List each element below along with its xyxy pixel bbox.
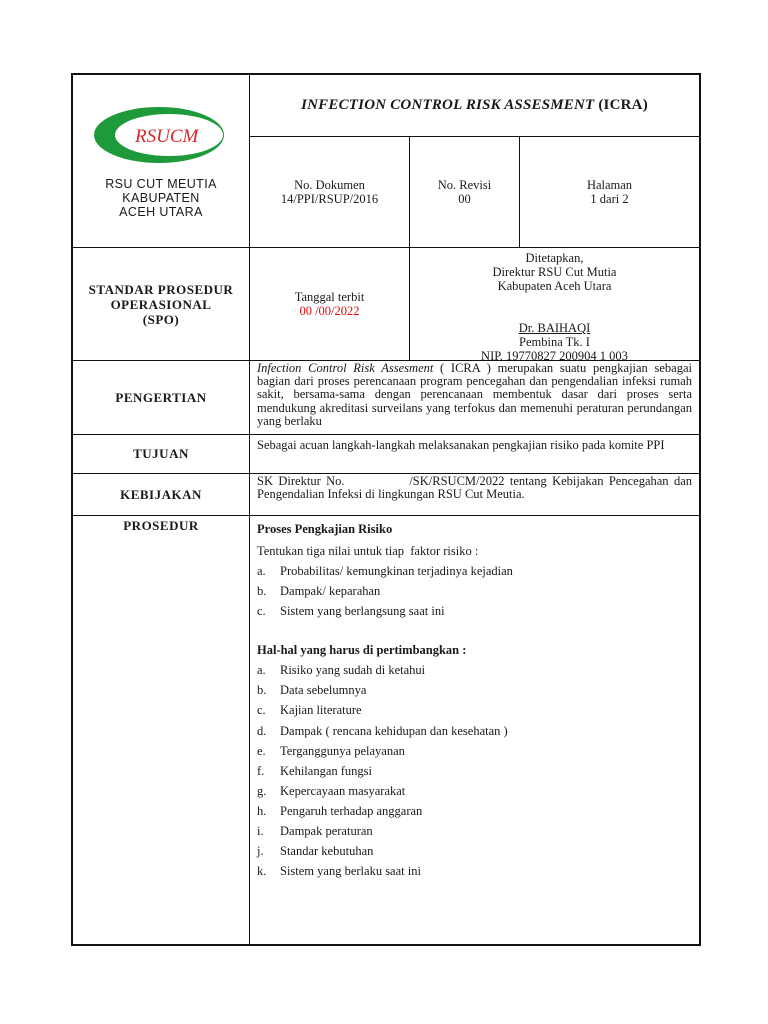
approval-line: Direktur RSU Cut Mutia (492, 265, 617, 279)
list-item-text: Pengaruh terhadap anggaran (280, 803, 423, 818)
approval-line: Ditetapkan, (525, 251, 584, 265)
pengertian-body: ( ICRA ) merupakan suatu pengkajian sebagai bagian dari proses perencanaan program pencegahan dan pengendalian infeksi rumah sakit, bersama-sama dengan perencanaan membentuk dasar dari proses serta mendukung akreditasi surveilans yang terfokus dan memenuhi peraturan perundangan yang berlaku (257, 361, 692, 428)
document-number-value: 14/PPI/RSUP/2016 (280, 192, 379, 206)
revision-cell (410, 137, 519, 247)
list-marker: d. (257, 723, 267, 738)
list-item (257, 724, 687, 740)
revision-label: No. Revisi (437, 178, 492, 192)
list-item (257, 683, 687, 699)
list-marker: a. (257, 564, 266, 578)
hospital-name-line: RSU CUT MEUTIA (105, 177, 217, 191)
spo-label-line: (SPO) (142, 311, 180, 327)
logo-text: RSUCM (135, 126, 199, 147)
title-text: INFECTION CONTROL RISK ASSESMENT (301, 97, 595, 113)
prosedur-heading: Proses Pengkajian Risiko (257, 522, 393, 536)
list-marker: j. (257, 844, 264, 859)
list-item-text: Probabilitas/ kemungkinan terjadinya kejadian (280, 564, 513, 578)
list-item-text: Dampak peraturan (280, 824, 373, 839)
list-item (257, 824, 687, 840)
list-item (257, 703, 687, 719)
list-item-text: Sistem yang berlaku saat ini (280, 864, 421, 879)
list-item-text: Kehilangan fungsi (280, 763, 372, 778)
list-item (257, 844, 687, 860)
list-marker: k. (257, 864, 267, 879)
document-number-label: No. Dokumen (294, 178, 365, 192)
list-item (257, 864, 687, 880)
list-item-text: Kajian literature (280, 703, 362, 718)
pengertian-label: PENGERTIAN (115, 389, 207, 405)
pengertian-lead: Infection Control Risk Assesment (257, 361, 434, 375)
kebijakan-label: KEBIJAKAN (120, 486, 202, 502)
hospital-name-line: ACEH UTARA (119, 205, 203, 219)
title-suffix: (ICRA) (598, 97, 648, 113)
list-item (257, 604, 687, 620)
list-marker: i. (257, 824, 264, 839)
list-marker: e. (257, 743, 266, 758)
list-item (257, 784, 687, 800)
approval-line: Kabupaten Aceh Utara (497, 279, 612, 293)
director-nip: NIP. 19770827 200904 1 003 (481, 349, 628, 363)
kebijakan-text: SK Direktur No. /SK/RSUCM/2022 tentang Kebijakan Pencegahan dan Pengendalian Infeksi di lingkungan RSU Cut Meutia. (257, 474, 696, 502)
pengertian-text (250, 361, 699, 434)
list-item (257, 764, 687, 780)
list-marker: f. (257, 763, 265, 778)
page-value: 1 dari 2 (590, 192, 629, 206)
hospital-name-line: KABUPATEN (122, 191, 200, 205)
hospital-logo (93, 105, 229, 165)
document-title (250, 75, 699, 136)
approval-cell (410, 248, 699, 363)
prosedur-intro: Tentukan tiga nilai untuk tiap faktor risiko : (257, 544, 479, 558)
list-marker: h. (257, 803, 267, 818)
spo-label (73, 248, 249, 360)
list-marker: a. (257, 663, 266, 678)
list-item-text: Data sebelumnya (280, 683, 367, 698)
list-item (257, 564, 687, 580)
list-marker: c. (257, 703, 266, 718)
list-item (257, 663, 687, 679)
list-item (257, 744, 687, 760)
prosedur-label: PROSEDUR (123, 518, 199, 533)
list-item-text: Terganggunya pelayanan (280, 743, 405, 758)
list-item-text: Standar kebutuhan (280, 844, 374, 859)
issue-date-value: 00 /00/2022 (299, 304, 360, 318)
list-marker: b. (257, 584, 267, 599)
list-marker: c. (257, 604, 266, 619)
list-item-text: Kepercayaan masyarakat (280, 783, 406, 798)
list-marker: b. (257, 683, 267, 698)
document-number-cell (250, 137, 409, 247)
issue-date-label: Tanggal terbit (294, 290, 365, 304)
list-marker: g. (257, 783, 267, 798)
revision-value: 00 (458, 192, 471, 206)
considerations-list (257, 663, 687, 879)
spo-label-line: STANDAR PROSEDUR (88, 281, 234, 297)
list-item (257, 584, 687, 600)
prosedur-content (257, 522, 687, 884)
page-cell (520, 137, 699, 247)
list-item-text: Risiko yang sudah di ketahui (280, 663, 426, 678)
list-item-text: Dampak ( rencana kehidupan dan kesehatan ) (280, 723, 508, 738)
list-item-text: Dampak/ keparahan (280, 584, 381, 599)
tujuan-text: Sebagai acuan langkah-langkah melaksanakan pengkajian risiko pada komite PPI (257, 438, 665, 452)
risk-factor-list (257, 564, 687, 620)
logo-cell (73, 75, 249, 247)
hospital-name (105, 177, 217, 219)
tujuan-label: TUJUAN (133, 446, 189, 461)
page-label: Halaman (586, 178, 633, 192)
considerations-heading: Hal-hal yang harus di pertimbangkan : (257, 643, 467, 658)
spo-label-line: OPERASIONAL (110, 296, 212, 312)
list-item (257, 804, 687, 820)
director-rank: Pembina Tk. I (519, 335, 590, 349)
issue-date-cell (250, 248, 409, 360)
list-item-text: Sistem yang berlangsung saat ini (280, 604, 445, 619)
document-frame (71, 73, 701, 946)
director-name: Dr. BAIHAQI (518, 321, 591, 335)
